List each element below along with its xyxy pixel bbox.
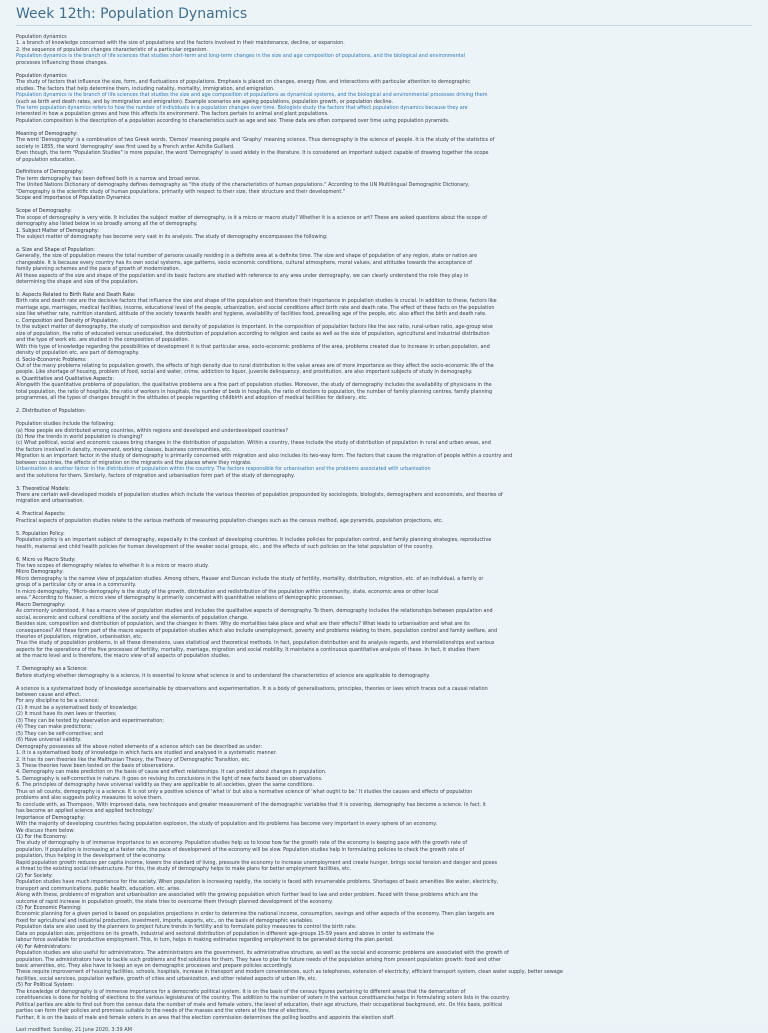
- text-line: Alongwith the quantitative problems of population, the qualitative problems are a fine part of population studies. Moreover, the study of demography includes the availability of physicians in the: [16, 382, 492, 389]
- section-heading: 2. Distribution of Population:: [16, 408, 86, 415]
- text-line: The term population dynamics refers to how the number of individuals in a population changes over time. Biologists study the factors that affect population dynamics because they are: [16, 104, 468, 111]
- text-line: The term demography has been defined both in a narrow and broad sense.: [16, 175, 201, 182]
- text-line: determining the shape and size of the population.: [16, 279, 139, 286]
- text-line: basic amenities, etc. They also have to keep an eye on demographic processes and prepare policies accordingly.: [16, 963, 293, 970]
- text-line: Economic planning for a given period is based on population projections in order to determine the national income, consumption, savings and other aspects of the economy. Then plan targets are: [16, 911, 495, 918]
- text-line: Along with these, problems of migration and urbanisation are associated with the growing population which further lead to law and order problem. Faced with these problems which are the: [16, 892, 478, 899]
- text-line: processes influencing those changes.: [16, 59, 108, 66]
- text-line: changeable. It is because every country has its own social systems, age patterns, socio economic conditions, cultural atmosphere, moral values, and attitudes towards the acceptance of: [16, 259, 472, 266]
- text-line: between countries, the effects of migration on the migrants and the places where they migrate.: [16, 459, 252, 466]
- text-line: facilities, social services, population welfare, growth of cities and urbanization, and other related aspects of urban life, etc.: [16, 975, 317, 982]
- text-line: labour force available for productive employment. This, in turn, helps in making estimates regarding employment to be generated during the plan period.: [16, 937, 394, 944]
- text-line: The study of factors that influence the size, form, and fluctuations of populations. Emphasis is placed on changes, energy flow, and interactions with particular attention to demographic: [16, 79, 471, 86]
- text-line: 2. the sequence of population changes characteristic of a particular organism.: [16, 46, 208, 53]
- text-line: 2. It has its own theories like the Malthusian Theory, the Theory of Demographic Transition, etc.: [16, 756, 251, 763]
- text-line: The two scopes of demography relates to whether it is a micro or macro study.: [16, 562, 209, 569]
- text-line: size of population, the ratio of educated versus uneducated, the distribution of population according to religion and caste as well as the size of population, agricultural and industrial distribution: [16, 330, 490, 337]
- text-line: Population composition is the description of a population according to characteristics such as age and sex. These data are often compared over time using population pyramids.: [16, 117, 450, 124]
- text-line: Demography possesses all the above noted elements of a science which can be described as under:: [16, 743, 263, 750]
- text-line: demography also listed below in so broadly among all the of demography.: [16, 221, 198, 228]
- text-line: Population dynamics is the branch of life sciences that studies the size and age composition of populations as dynamical systems, and the biological and environmental processes driving them: [16, 92, 488, 99]
- text-line: the factors involved in density, movement, working classes, business communities, etc.: [16, 446, 232, 453]
- text-line: (2) It must have its own laws or theories;: [16, 711, 117, 718]
- section-heading: Importance of Demography:: [16, 814, 85, 821]
- text-line: interested in how a population grows and how this affects its environment. The factors pertain to animal and plant populations.: [16, 111, 329, 118]
- text-line: Migration is an important factor in the study of demography is primarily concerned with migration and also includes its two-way form. The factors that cause the migration of people within a country and: [16, 453, 513, 460]
- text-line: Population dynamics is the branch of life sciences that studies short-term and long-term changes in the size and age composition of populations, and the biological and environmental: [16, 53, 465, 60]
- text-line: Political parties are able to find out from the census data the number of male and female voters, the level of education, their age structure, their occupational background, etc. On this basis, political: [16, 1001, 503, 1008]
- text-line: For any discipline to be a science:: [16, 698, 100, 705]
- text-line: In micro demography, "Micro-demography is the study of the growth, distribution and redistribution of the population within community, state, economic area or other local: [16, 588, 439, 595]
- text-line: between cause and effect.: [16, 692, 81, 698]
- text-line: marriage age, marriages, medical facilities, income, educational level of the people, urbanization, and social conditions affect birth rate and death rate. The effect of these facts on the population: [16, 304, 495, 311]
- text-line: Besides size, composition and distribution of population, and the changes in them. Why do mortalities take place and what are their effects? What leads to urbanisation and what are its: [16, 621, 470, 628]
- text-line: a threat to the existing social infrastructure. For this, the study of demography helps to make plans for better employment facilities, etc.: [16, 866, 352, 873]
- text-line: 1. a branch of knowledge concerned with the size of populations and the factors involved in their maintenance, decline, or expansion.: [16, 40, 345, 47]
- text-line: (a) How people are distributed among countries, within regions and developed and underdeveloped countries?: [16, 427, 288, 434]
- text-line: These require improvement of housing facilities, schools, hospitals, increase in transport and modern conveniences, such as telephones, extension of electricity, efficient transport system, clean water supply, better sewage: [16, 969, 563, 976]
- text-line: The scope of demography is very wide. It includes the subject matter of demography, is it a micro or macro study? Whether it is a science or art? These are asked questions about the scope of: [16, 214, 487, 221]
- section-heading: (3) For Economic Planning:: [16, 904, 82, 911]
- text-line: "Demography is the scientific study of human populations, primarily with respect to their size, their structure and their development.": [16, 188, 346, 195]
- text-line: A science is a systematized body of knowledge ascertainable by observations and experimentation. It is a body of generalisations, principles, theories or laws which traces out a causal relation: [16, 685, 488, 692]
- text-line: (5) They can be self-corrective; and: [16, 730, 103, 737]
- text-line: parties can form their policies and promises suitable to the needs of the masses and the voters at the time of elections.: [16, 1008, 311, 1015]
- section-heading: Definitions of Demography:: [16, 169, 84, 176]
- section-heading: 3. Theoretical Models:: [16, 485, 70, 492]
- section-heading: a. Size and Shape of Population:: [16, 246, 95, 253]
- text-line: (3) They can be tested by observation and experimentation;: [16, 717, 164, 724]
- text-line: All these aspects of the size and shape of the population and its basic factors are studied with reference to any area under demography, we can clearly understand the role they play in: [16, 272, 469, 279]
- section-heading: (5) For Political System:: [16, 982, 74, 989]
- text-line: There are certain well-developed models of population studies which include the various theories of population propounded by sociologists, biologists, demographers and economists, and theories of: [16, 492, 503, 499]
- text-line: The subject matter of demography has become very vast in its analysis. The study of demography encompasses the following:: [16, 233, 328, 240]
- section-heading: 4. Practical Aspects:: [16, 511, 66, 518]
- text-line: The United Nations Dictionary of demography defines demography as "the study of the characteristics of human populations." According to the UN Multilingual Demographic Dictionary,: [16, 182, 470, 189]
- section-heading: 5. Population Policy:: [16, 530, 65, 537]
- text-line: (b) How the trends in world population is changing?: [16, 433, 143, 440]
- text-line: Practical aspects of population studies relate to the various methods of measuring population changes such as the census method, age pyramids, population projections, etc.: [16, 517, 444, 524]
- section-heading: (4) For Administrators:: [16, 943, 72, 950]
- section-heading: (2) For Society:: [16, 872, 53, 879]
- section-heading: Meaning of Demography:: [16, 130, 78, 137]
- text-line: size like whether rate, nutrition standard, attitude of the society towards health and hygiene, availability of facilities food, prevailing age of the people, etc. also affect the birth and death rate.: [16, 311, 487, 318]
- text-line: Before studying whether demography is a science, it is essential to know what science is and to understand the characteristics of science are applicable to demography.: [16, 672, 431, 679]
- section-heading: Scope of Demography:: [16, 208, 72, 215]
- text-line: We discuss them below:: [16, 827, 75, 834]
- text-line: of population education.: [16, 156, 76, 163]
- text-line: society in 1855, the word 'demography' was first used by a French writer Achille Guillard.: [16, 143, 235, 150]
- text-line: 5. Demography is self-corrective in nature. It goes on revising its conclusions in the light of new facts based on observations.: [16, 775, 323, 782]
- text-line: population. The administrators have to tackle such problems and find solutions for them. They have to plan for future needs of the population arising from present population growth: food and other: [16, 956, 501, 963]
- section-heading: 1. Subject Matter of Demography:: [16, 227, 99, 234]
- text-line: total population, the ratio of hospitals, the ratio of workers in hospitals, the number of beds in hospitals, the ratio of doctors to population, the number of family planning centres, family planning: [16, 388, 493, 395]
- text-line: Thus the study of population problems, in all these dimensions, uses statistical and theoretical methods. In fact, population distribution and its analysis regards, and interrelationships and various: [16, 640, 495, 647]
- text-line: (1) It must be a systematised body of knowledge;: [16, 704, 138, 711]
- text-line: consequences? All these form part of the macro aspects of population studies which also include unemployment, poverty and problems relating to them, population control and family welfare, and: [16, 627, 498, 634]
- section-heading: 7. Demography as a Science:: [16, 666, 88, 673]
- text-line: The word 'Demography' is a combination of two Greek words, 'Demos' meaning people and 'Graphy' meaning science. Thus demography is the science of people. It is the study of the statistics of: [16, 137, 495, 144]
- section-heading: (1) For the Economy:: [16, 833, 68, 840]
- text-line: (4) They can make predictions;: [16, 724, 93, 731]
- text-line: Population studies have much importance for the society. When population is increasing rapidly, the society is faced with innumerable problems. Shortages of basic amenities like water, electricity,: [16, 879, 499, 886]
- text-line: Micro demography is the narrow view of population studies. Among others, Hauser and Duncan include the study of fertility, mortality, distribution, migration, etc. of an individual, a family or: [16, 575, 484, 582]
- text-line: transport and communications, public health, education, etc. arise.: [16, 885, 181, 892]
- text-line: To conclude with, as Thompson, 'With improved data, new techniques and greater measurement of the demographic variables that it is covering, demography has become a science. In fact, it: [16, 801, 486, 808]
- text-line: constituencies is done for holding of elections to the various legislatures of the country. The addition to the number of voters in the various constituencies helps in formulating voters lists in the country.: [16, 995, 510, 1002]
- text-line: 3. These theories have been tested on the basis of observations.: [16, 762, 175, 769]
- text-line: Data on population size, projections on its growth, industrial and sectoral distribution of population in different age-groups 15-59 years and above in order to estimate the: [16, 930, 435, 937]
- text-line: Population policy is an important subject of demography, especially in the context of developing countries. It includes policies for population control, and family planning strategies, reproductive: [16, 537, 492, 544]
- text-line: Population dynamics: [16, 34, 67, 40]
- text-line: The study of demography is of immense importance to an economy. Population studies help us to know how far the growth rate of the economy is keeping pace with the growth rate of: [16, 840, 468, 847]
- text-line: and the solutions for them. Similarly, factors of migration and urbanisation form part of the study of demography.: [16, 472, 295, 479]
- text-line: 6. The principles of demography have universal validity as they are applicable to all societies, given the same conditions.: [16, 782, 315, 789]
- text-line: theories of population, migration, urbanisation, etc.: [16, 633, 143, 640]
- section-heading: e. Quantitative and Qualitative Aspects:: [16, 375, 114, 382]
- section-heading: Population dynamics: [16, 72, 67, 79]
- text-line: social, economic and cultural conditions of the society and the elements of population change.: [16, 614, 249, 621]
- text-line: Even though, the term "Population Studies" is more popular, the word 'Demography' is used widely in the literature. It is considered an important subject capable of drawing together the scope: [16, 150, 489, 157]
- section-heading: Macro Demography:: [16, 601, 66, 608]
- text-line: (c) What political, social and economic causes bring changes in the distribution of population. Within a country, these include the study of distribution of population in rural and urban areas, and: [16, 440, 491, 447]
- text-line: problems and also suggests policy measures to solve them.: [16, 795, 163, 802]
- text-line: With this type of knowledge regarding the possibilities of development it is that particular area, socio-economic problems of the area, problems created due to increase in urban population, and: [16, 343, 490, 350]
- text-line: outcome of rapid increase in population growth, the state tries to overcome them through planned development of the economy.: [16, 898, 333, 905]
- text-line: The knowledge of demography is of immense importance for a democratic political system. It is on the basis of the census figures pertaining to different areas that the demarcation of: [16, 988, 466, 995]
- text-line: 4. Demography can make prediction on the basis of cause and effect relationships. It can predict about changes in population.: [16, 769, 327, 776]
- section-heading: 6. Micro vs Macro Study:: [16, 556, 76, 563]
- text-line: health, maternal and child health policies for human development of the weaker social groups, etc., and the effects of such policies on the total population of the country.: [16, 543, 434, 550]
- text-line: people. Like shortage of housing, problem of food, social and water, crime, addiction to liquor, juvenile delinquency, and prostitution, are also important subjects of study in demography.: [16, 369, 473, 376]
- text-line: 1. It is a systematised body of knowledge in which facts are studied and analysed in a systematic manner.: [16, 750, 277, 757]
- text-line: has become an applied science and applied technology.': [16, 808, 155, 815]
- text-line: population, thus helping in the development of the economy.: [16, 853, 166, 860]
- text-line: population. If population is increasing at a faster rate, the pace of development of the economy will be slow. Population studies help in formulating policies to check the growth rate of: [16, 846, 465, 853]
- text-line: aspects for the operations of the five processes of fertility, mortality, marriage, migration and social mobility. It maintains a continuous quantitative analysis of these. In fact, it studies them: [16, 646, 480, 653]
- text-line: Out of the many problems relating to population growth, the effects of high density due to rural distribution is the value areas are of more importance as they affect the socio-economic life of the: [16, 363, 494, 370]
- text-line: Further, it is on the basis of male and female voters in an area that the election commission determines the polling booths and appoints the election staff.: [16, 1014, 395, 1021]
- section-heading: d. Socio-Economic Problems:: [16, 356, 87, 363]
- text-line: Birth rate and death rate are the decisive factors that influence the size and shape of the population and therefore their importance in population studies is crucial. In addition to these, factors like: [16, 298, 497, 305]
- text-line: In the subject matter of demography, the study of composition and density of population is important. In the composition of population factors like the sex ratio, rural-urban ratio, age-group wise: [16, 324, 493, 331]
- text-line: Population data are also used by the planners to project future trends in fertility and to formulate policy measures to control the birth rate.: [16, 924, 357, 931]
- text-line: programmes, all the types of changes brought in the attitudes of people regarding childbirth and adoption of medical facilities for delivery, etc.: [16, 395, 368, 402]
- text-line: fixed for agricultural and industrial production, investment, imports, exports, etc., on the basis of demographic variables.: [16, 917, 314, 924]
- text-line: at the macro level and is therefore, the macro view of all aspects of population studies.: [16, 653, 231, 660]
- text-line: studies. The factors that help determine them, including natality, mortality, immigration, and emigration.: [16, 85, 275, 92]
- text-line: As commonly understood, it has a macro view of population studies and includes the qualitative aspects of demography. To them, demography includes the relationships between population and: [16, 608, 493, 615]
- section-heading: c. Composition and Density of Population:: [16, 317, 119, 324]
- text-line: (such as birth and death rates, and by immigration and emigration). Example scenarios are ageing populations, population growth, or population decline.: [16, 98, 394, 105]
- text-line: Generally, the size of population means the total number of persons usually residing in a definite area at a definite time. The size and shape of population of any region, state or nation are: [16, 253, 478, 260]
- section-heading: Micro Demography:: [16, 569, 64, 576]
- text-line: With the majority of developing countries facing population explosion, the study of population and its problems has become very important in every sphere of an economy.: [16, 821, 437, 828]
- text-line: Thus on all counts, demography is a science. It is not only a positive science of 'what is' but also a normative science of 'what ought to be.' It studies the causes and effects of population: [16, 788, 473, 795]
- last-modified-footer: Last modified: Sunday, 21 June 2020, 3:39 AM: [16, 1027, 132, 1033]
- page-title: Week 12th: Population Dynamics: [16, 6, 752, 26]
- section-heading: b. Aspects Related to Birth Rate and Death Rate:: [16, 292, 136, 299]
- text-line: group of a particular city or area in a community.: [16, 582, 137, 589]
- document-body: [16, 34, 752, 1021]
- text-line: Population studies are also useful for administrators. The administrators are the government, its administrative structure, as well as the social and economic problems are associated with the growth of: [16, 950, 509, 957]
- text-line: migration and urbanisation.: [16, 498, 85, 505]
- text-line: Urbanisation is another factor in the distribution of population within the country. The factors responsible for urbanisation and the problems associated with urbanisation: [16, 466, 431, 473]
- text-line: family planning schemes and the pace of growth of modernization.: [16, 266, 181, 273]
- text-line: Rapid population growth reduces per capita income, lowers the standard of living, pressure the economy to increase unemployment and create hunger, brings social tension and danger and poses: [16, 859, 498, 866]
- text-line: density of population etc. are part of demography.: [16, 350, 140, 357]
- text-line: area." According to Hauser, a micro view of demography is primarily concerned with quantitative relations of demographic processes.: [16, 595, 345, 602]
- section-heading: Scope and Importance of Population Dynamics: [16, 195, 131, 202]
- text-line: and the type of work etc. are studied in the composition of population.: [16, 337, 190, 344]
- text-line: (6) Have universal validity.: [16, 737, 82, 744]
- text-line: Population studies include the following:: [16, 421, 115, 428]
